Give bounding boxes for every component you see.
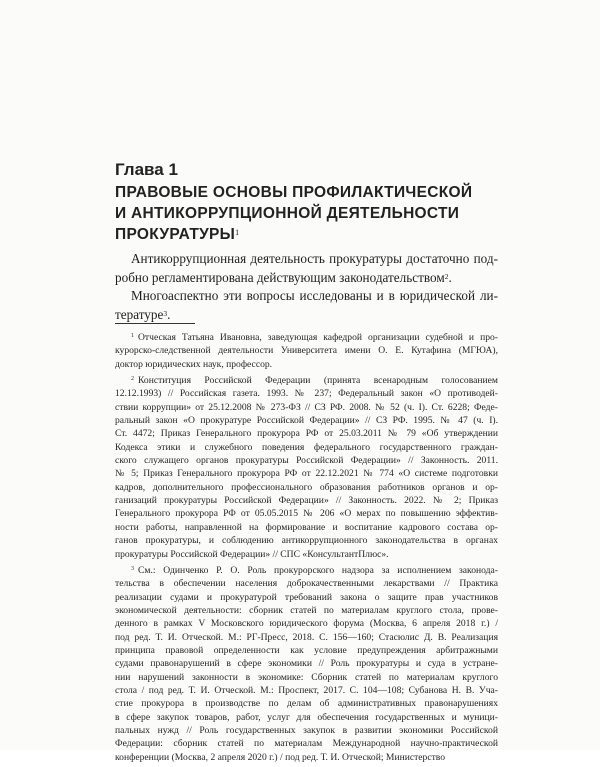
footnote-text: См.: Одинченко Р. О. Роль прокурорского надзора за исполнением законода- [138,564,498,576]
footnotes [115,331,498,767]
footnote-line [115,751,498,764]
footnote-line [115,521,498,534]
footnote-line [115,344,498,357]
footnote [115,374,498,561]
footnote-ref: 2 [444,271,449,281]
footnote-line [115,671,498,684]
footnote-line [115,441,498,454]
footnote-text: Генерального прокурора РФ от 05.05.2015 № 206 «О мерах по повышению эффектив- [115,508,498,520]
chapter-title-line: И АНТИКОРРУПЦИОННОЙ ДЕЯТЕЛЬНОСТИ [115,205,460,222]
footnote-line [115,494,498,507]
paragraph-end: . [167,306,171,322]
footnote-ref: 1 [235,228,240,237]
footnote-line [115,684,498,697]
footnote-line [115,697,498,710]
footnote-text: стие прокурора в производстве по делам об административных правонарушениях [115,698,498,710]
paragraph-line [115,269,498,288]
footnote-text: ности работы, направленной на формирование и воспитание кадрового состава ор- [115,521,498,533]
footnote-text: ральный закон «О прокуратуре Российской Федерации» // СЗ РФ. 1995. № 47 (ч. I). [115,415,498,427]
footnote-text: экономической деятельности: сборник статей по материалам круглого стола, прове- [115,604,498,616]
footnote-line [115,374,498,387]
footnote-ref: 3 [163,308,168,318]
footnote-line [115,548,498,561]
footnote-text: принципа правовой определенности как условие предупреждения арбитражными [115,644,498,656]
footnote-text: реализации судами и прокуратурой требований закона о защите прав участников [115,591,498,603]
footnote-number: 2 [131,376,134,383]
footnote-number: 3 [131,565,134,572]
footnote-text: ского служащего органов прокуратуры Российской Федерации» // Законность. 2011. [115,455,498,467]
footnote-line [115,507,498,520]
footnote-line [115,534,498,547]
footnote-text: 12.12.1993) // Российская газета. 1993. № 237; Федеральный закон «О противодей- [115,388,498,400]
footnote-text: судами правонарушений в сфере экономики // Роль прокуратуры и суда в устране- [115,658,498,670]
footnote-line [115,657,498,670]
footnote-line [115,401,498,414]
footnote-text: ствии коррупции» от 25.12.2008 № 273-ФЗ // СЗ РФ. 2008. № 52 (ч. I). Ст. 6228; Феде- [115,401,498,413]
footnote-text: пальных нужд // Роль государственных закупок в развитии экономики Российской [115,724,498,736]
paragraph-line: Антикоррупционная деятельность прокуратуры достаточно под- [131,251,498,266]
footnote-line [115,454,498,467]
chapter-title-line-text: ПРОКУРАТУРЫ [115,226,236,243]
footnote-line [115,427,498,440]
footnote-text: Федерации: сборник статей по материалам Международной научно-практической [115,738,498,750]
chapter-title [115,182,515,245]
footnote-line [115,414,498,427]
footnote-text: в сфере закупок товаров, работ, услуг для обеспечения государственных и муници- [115,711,498,723]
footnote-line [115,564,498,577]
footnote-text: под ред. Т. И. Отческой. М.: РГ-Пресс, 2018. С. 156—160; Стасюлис Д. В. Реализация [115,631,498,643]
footnote-text: стола / под ред. Т. И. Отческой. М.: Проспект, 2017. С. 104—108; Субанова Н. В. Уча- [115,684,498,696]
footnote-line [115,358,498,371]
footnote-line [115,604,498,617]
footnote-line [115,481,498,494]
footnote [115,564,498,764]
footnote-text: нии нарушений законности в экономике: Сборник статей по материалам круглого [115,671,498,683]
footnote-text: денного в рамках V Московского юридического форума (Москва, 6 апреля 2018 г.) / [115,618,498,630]
footnote-line [115,617,498,630]
footnote-line [115,387,498,400]
footnote [115,331,498,371]
footnote-line [115,724,498,737]
footnote-text: прокуратуры Российской Федерации» // СПС «КонсультантПлюс». [115,548,389,560]
footnote-text: Ст. 4472; Приказ Генерального прокурора РФ от 25.03.2011 № 79 «Об утверждении [115,428,498,440]
chapter-title-line [115,224,515,245]
footnote-line [115,711,498,724]
footnote-text: ганизаций прокуратуры Российской Федерации» // Законность. 2022. № 2; Приказ [115,495,498,507]
footnote-line [115,591,498,604]
paragraph-line [115,306,498,325]
footnote-line [115,467,498,480]
chapter-title-line: ПРАВОВЫЕ ОСНОВЫ ПРОФИЛАКТИЧЕСКОЙ [115,184,473,201]
footnote-line [115,737,498,750]
footnote-text: Кодекса этики и служебного поведения федерального государственного граждан- [115,441,498,453]
paragraph-end: . [448,269,452,285]
footnote-text: доктор юридических наук, профессор. [115,358,273,370]
footnote-line [115,644,498,657]
chapter-label: Глава 1 [115,160,178,179]
paragraph-text: тературе [115,306,164,322]
footnote-line [115,631,498,644]
footnote-text: Конституция Российской Федерации (принята всенародным голосованием [138,375,498,387]
footnote-text: Отческая Татьяна Ивановна, заведующая кафедрой организации судебной и про- [138,332,498,343]
footnote-text: тельства в обеспечении населения доброкачественными лекарствами // Практика [115,578,498,590]
body-text [115,250,498,324]
footnote-line [115,577,498,590]
footnote-text: ганов прокуратуры, и соблюдению антикоррупционного законодательства в органах [115,535,498,547]
footnote-line [115,331,498,344]
footnote-text: кадров, дополнительного профессионального образования работников органов и ор- [115,481,498,493]
footnote-text: курорско-следственной деятельности Университета имени О. Е. Кутафина (МГЮА), [115,345,498,357]
footnote-number: 1 [131,333,134,339]
footnote-text: конференции (Москва, 2 апреля 2020 г.) / под ред. Т. И. Отческой; Министерство [115,751,446,763]
paragraph-line: Многоаспектно эти вопросы исследованы и в юридической ли- [131,288,498,303]
footnote-text: № 5; Приказ Генерального прокурора РФ от 22.12.2021 № 774 «О системе подготовки [115,468,498,480]
footnote-divider [115,323,195,324]
paragraph-text: робно регламентирована действующим законодательством [115,269,445,285]
